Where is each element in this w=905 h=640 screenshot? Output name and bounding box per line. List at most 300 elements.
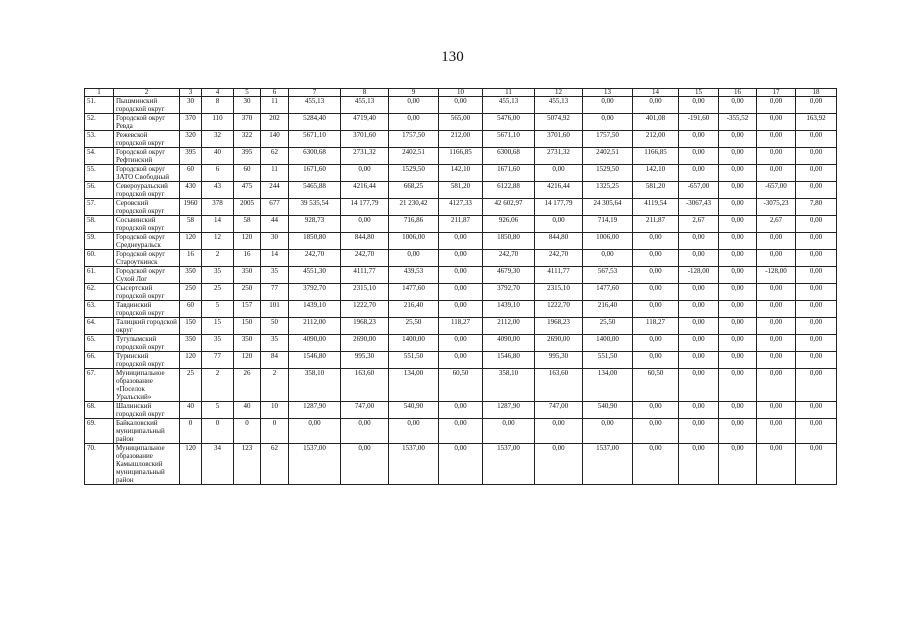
municipality-name-cell: Муниципальное образование Камышловский муниципальный район bbox=[114, 444, 180, 485]
row-number-cell: 66. bbox=[85, 352, 114, 369]
table-row bbox=[85, 199, 837, 216]
value-cell: 25,50 bbox=[389, 318, 439, 335]
value-cell: 1850,80 bbox=[483, 233, 535, 250]
value-cell: 157 bbox=[234, 301, 261, 318]
value-cell: 995,30 bbox=[535, 352, 583, 369]
table-row bbox=[85, 165, 837, 182]
value-cell: 5671,10 bbox=[289, 131, 341, 148]
table-row bbox=[85, 419, 837, 444]
value-cell: 0,00 bbox=[757, 352, 796, 369]
value-cell: 322 bbox=[234, 131, 261, 148]
value-cell: 0,00 bbox=[796, 97, 837, 114]
value-cell: 551,50 bbox=[389, 352, 439, 369]
value-cell: 0,00 bbox=[757, 97, 796, 114]
value-cell: 0,00 bbox=[439, 301, 483, 318]
value-cell: 0,00 bbox=[389, 114, 439, 131]
value-cell: 4090,00 bbox=[483, 335, 535, 352]
value-cell: 2690,00 bbox=[535, 335, 583, 352]
value-cell: 0,00 bbox=[796, 131, 837, 148]
column-number-row bbox=[85, 89, 837, 97]
value-cell: 39 535,54 bbox=[289, 199, 341, 216]
value-cell: 77 bbox=[202, 352, 234, 369]
table-row bbox=[85, 216, 837, 233]
value-cell: 211,87 bbox=[439, 216, 483, 233]
value-cell: 5 bbox=[202, 301, 234, 318]
value-cell: 0,00 bbox=[439, 419, 483, 444]
value-cell: 5465,88 bbox=[289, 182, 341, 199]
value-cell: 0,00 bbox=[633, 233, 679, 250]
value-cell: 0,00 bbox=[483, 419, 535, 444]
value-cell: 677 bbox=[261, 199, 289, 216]
value-cell: 0,00 bbox=[439, 335, 483, 352]
value-cell: 0,00 bbox=[633, 419, 679, 444]
value-cell: 2690,00 bbox=[341, 335, 389, 352]
value-cell: 0,00 bbox=[796, 182, 837, 199]
value-cell: 747,00 bbox=[341, 402, 389, 419]
value-cell: 0,00 bbox=[633, 267, 679, 284]
value-cell: 42 602,97 bbox=[483, 199, 535, 216]
value-cell: 26 bbox=[234, 369, 261, 402]
value-cell: 1222,70 bbox=[341, 301, 389, 318]
table-row bbox=[85, 318, 837, 335]
value-cell: 2315,10 bbox=[535, 284, 583, 301]
table-row bbox=[85, 335, 837, 352]
value-cell: 58 bbox=[180, 216, 202, 233]
value-cell: 0,00 bbox=[796, 267, 837, 284]
value-cell: 14 bbox=[261, 250, 289, 267]
value-cell: 0,00 bbox=[439, 352, 483, 369]
value-cell: 747,00 bbox=[535, 402, 583, 419]
table-row bbox=[85, 284, 837, 301]
column-number-cell: 8 bbox=[341, 89, 389, 97]
value-cell: 1400,00 bbox=[583, 335, 633, 352]
municipality-name-cell: Режевской городской округ bbox=[114, 131, 180, 148]
value-cell: 1287,90 bbox=[483, 402, 535, 419]
value-cell: 216,40 bbox=[389, 301, 439, 318]
value-cell: 5284,40 bbox=[289, 114, 341, 131]
value-cell: 0,00 bbox=[439, 267, 483, 284]
value-cell: 0,00 bbox=[719, 444, 757, 485]
value-cell: 25 bbox=[202, 284, 234, 301]
row-number-cell: 70. bbox=[85, 444, 114, 485]
value-cell: 0,00 bbox=[719, 165, 757, 182]
value-cell: 1166,85 bbox=[439, 148, 483, 165]
value-cell: 844,80 bbox=[535, 233, 583, 250]
municipality-name-cell: Городской округ Ревда bbox=[114, 114, 180, 131]
column-number-cell: 16 bbox=[719, 89, 757, 97]
table-row bbox=[85, 402, 837, 419]
row-number-cell: 54. bbox=[85, 148, 114, 165]
value-cell: 1546,80 bbox=[289, 352, 341, 369]
table-row bbox=[85, 148, 837, 165]
row-number-cell: 51. bbox=[85, 97, 114, 114]
value-cell: 60,50 bbox=[633, 369, 679, 402]
value-cell: 0,00 bbox=[719, 402, 757, 419]
value-cell: 3701,60 bbox=[341, 131, 389, 148]
value-cell: 2112,00 bbox=[483, 318, 535, 335]
value-cell: 0,00 bbox=[679, 233, 719, 250]
value-cell: 0,00 bbox=[439, 233, 483, 250]
value-cell: 0,00 bbox=[719, 419, 757, 444]
value-cell: 844,80 bbox=[341, 233, 389, 250]
value-cell: 6 bbox=[202, 165, 234, 182]
value-cell: 0,00 bbox=[439, 402, 483, 419]
value-cell: 43 bbox=[202, 182, 234, 199]
value-cell: 34 bbox=[202, 444, 234, 485]
value-cell: 0,00 bbox=[796, 233, 837, 250]
value-cell: 118,27 bbox=[633, 318, 679, 335]
value-cell: 0,00 bbox=[633, 352, 679, 369]
value-cell: 439,53 bbox=[389, 267, 439, 284]
value-cell: 8 bbox=[202, 97, 234, 114]
value-cell: 1325,25 bbox=[583, 182, 633, 199]
value-cell: 6300,68 bbox=[483, 148, 535, 165]
municipality-name-cell: Шалинский городской округ bbox=[114, 402, 180, 419]
value-cell: 1439,10 bbox=[289, 301, 341, 318]
value-cell: 2005 bbox=[234, 199, 261, 216]
value-cell: 401,08 bbox=[633, 114, 679, 131]
value-cell: 0,00 bbox=[796, 444, 837, 485]
value-cell: 0,00 bbox=[341, 216, 389, 233]
value-cell: 0,00 bbox=[679, 352, 719, 369]
data-table bbox=[84, 88, 837, 485]
value-cell: 25 bbox=[180, 369, 202, 402]
municipality-name-cell: Байкаловский муниципальный район bbox=[114, 419, 180, 444]
value-cell: 0,00 bbox=[679, 97, 719, 114]
row-number-cell: 52. bbox=[85, 114, 114, 131]
value-cell: 0,00 bbox=[679, 148, 719, 165]
value-cell: 2 bbox=[261, 369, 289, 402]
value-cell: 40 bbox=[180, 402, 202, 419]
value-cell: 926,06 bbox=[483, 216, 535, 233]
value-cell: 1537,00 bbox=[483, 444, 535, 485]
value-cell: 1006,00 bbox=[583, 233, 633, 250]
value-cell: 14 bbox=[202, 216, 234, 233]
value-cell: 5074,92 bbox=[535, 114, 583, 131]
value-cell: 0,00 bbox=[633, 97, 679, 114]
value-cell: -191,60 bbox=[679, 114, 719, 131]
municipality-name-cell: Городской округ Среднеуральск bbox=[114, 233, 180, 250]
value-cell: 0,00 bbox=[757, 419, 796, 444]
value-cell: 16 bbox=[234, 250, 261, 267]
table-row bbox=[85, 267, 837, 284]
value-cell: 120 bbox=[234, 352, 261, 369]
column-number-cell: 7 bbox=[289, 89, 341, 97]
column-number-cell: 5 bbox=[234, 89, 261, 97]
value-cell: 455,13 bbox=[289, 97, 341, 114]
value-cell: 3701,60 bbox=[535, 131, 583, 148]
municipality-name-cell: Туринский городской округ bbox=[114, 352, 180, 369]
value-cell: 2,67 bbox=[757, 216, 796, 233]
row-number-cell: 67. bbox=[85, 369, 114, 402]
municipality-name-cell: Серовский городской округ bbox=[114, 199, 180, 216]
value-cell: 77 bbox=[261, 284, 289, 301]
value-cell: 0,00 bbox=[796, 419, 837, 444]
value-cell: 12 bbox=[202, 233, 234, 250]
value-cell: 2 bbox=[202, 369, 234, 402]
table-row bbox=[85, 369, 837, 402]
value-cell: 370 bbox=[180, 114, 202, 131]
value-cell: 40 bbox=[202, 148, 234, 165]
value-cell: 211,87 bbox=[633, 216, 679, 233]
table-row bbox=[85, 352, 837, 369]
value-cell: 40 bbox=[234, 402, 261, 419]
table-row bbox=[85, 301, 837, 318]
value-cell: 242,70 bbox=[341, 250, 389, 267]
value-cell: 2315,10 bbox=[341, 284, 389, 301]
row-number-cell: 61. bbox=[85, 267, 114, 284]
value-cell: 0,00 bbox=[389, 97, 439, 114]
value-cell: 0,00 bbox=[535, 216, 583, 233]
row-number-cell: 65. bbox=[85, 335, 114, 352]
column-number-cell: 14 bbox=[633, 89, 679, 97]
value-cell: 30 bbox=[261, 233, 289, 250]
value-cell: 2402,51 bbox=[583, 148, 633, 165]
value-cell: 716,86 bbox=[389, 216, 439, 233]
column-number-cell: 3 bbox=[180, 89, 202, 97]
value-cell: 1537,00 bbox=[289, 444, 341, 485]
value-cell: 0,00 bbox=[679, 131, 719, 148]
value-cell: 350 bbox=[234, 267, 261, 284]
value-cell: 15 bbox=[202, 318, 234, 335]
value-cell: 0,00 bbox=[535, 165, 583, 182]
value-cell: 150 bbox=[234, 318, 261, 335]
value-cell: 0,00 bbox=[719, 284, 757, 301]
column-number-cell: 17 bbox=[757, 89, 796, 97]
value-cell: 0,00 bbox=[719, 335, 757, 352]
value-cell: 163,60 bbox=[341, 369, 389, 402]
value-cell: 581,20 bbox=[633, 182, 679, 199]
value-cell: 0,00 bbox=[535, 444, 583, 485]
value-cell: 0,00 bbox=[389, 250, 439, 267]
value-cell: 163,92 bbox=[796, 114, 837, 131]
value-cell: 0,00 bbox=[679, 165, 719, 182]
value-cell: 1757,50 bbox=[389, 131, 439, 148]
value-cell: 120 bbox=[234, 233, 261, 250]
value-cell: 668,25 bbox=[389, 182, 439, 199]
value-cell: 7,80 bbox=[796, 199, 837, 216]
value-cell: 0,00 bbox=[679, 369, 719, 402]
row-number-cell: 62. bbox=[85, 284, 114, 301]
row-number-cell: 58. bbox=[85, 216, 114, 233]
value-cell: 0,00 bbox=[583, 97, 633, 114]
value-cell: 928,73 bbox=[289, 216, 341, 233]
value-cell: 60 bbox=[234, 165, 261, 182]
value-cell: 0,00 bbox=[719, 182, 757, 199]
value-cell: 6122,88 bbox=[483, 182, 535, 199]
value-cell: 1477,60 bbox=[583, 284, 633, 301]
value-cell: 0,00 bbox=[583, 114, 633, 131]
value-cell: 1537,00 bbox=[389, 444, 439, 485]
value-cell: -3067,43 bbox=[679, 199, 719, 216]
value-cell: 1537,00 bbox=[583, 444, 633, 485]
column-number-cell: 12 bbox=[535, 89, 583, 97]
value-cell: 212,00 bbox=[633, 131, 679, 148]
value-cell: 242,70 bbox=[289, 250, 341, 267]
value-cell: 1006,00 bbox=[389, 233, 439, 250]
value-cell: 1222,70 bbox=[535, 301, 583, 318]
value-cell: 565,00 bbox=[439, 114, 483, 131]
value-cell: 142,10 bbox=[439, 165, 483, 182]
value-cell: -657,00 bbox=[757, 182, 796, 199]
value-cell: 358,10 bbox=[483, 369, 535, 402]
table-row bbox=[85, 444, 837, 485]
row-number-cell: 53. bbox=[85, 131, 114, 148]
value-cell: 0,00 bbox=[796, 369, 837, 402]
value-cell: 0,00 bbox=[757, 148, 796, 165]
row-number-cell: 69. bbox=[85, 419, 114, 444]
value-cell: 358,10 bbox=[289, 369, 341, 402]
municipality-name-cell: Тавдинский городской округ bbox=[114, 301, 180, 318]
value-cell: 0,00 bbox=[757, 444, 796, 485]
row-number-cell: 60. bbox=[85, 250, 114, 267]
value-cell: 0,00 bbox=[289, 419, 341, 444]
value-cell: 0,00 bbox=[679, 318, 719, 335]
municipality-name-cell: Тугулымский городской округ bbox=[114, 335, 180, 352]
value-cell: 123 bbox=[234, 444, 261, 485]
value-cell: 5 bbox=[202, 402, 234, 419]
municipality-name-cell: Пышминский городской округ bbox=[114, 97, 180, 114]
value-cell: 6300,68 bbox=[289, 148, 341, 165]
value-cell: 0,00 bbox=[583, 419, 633, 444]
value-cell: 4216,44 bbox=[341, 182, 389, 199]
value-cell: 4111,77 bbox=[535, 267, 583, 284]
value-cell: 0,00 bbox=[719, 131, 757, 148]
value-cell: 62 bbox=[261, 148, 289, 165]
value-cell: 4719,40 bbox=[341, 114, 389, 131]
value-cell: 4679,30 bbox=[483, 267, 535, 284]
column-number-cell: 4 bbox=[202, 89, 234, 97]
value-cell: 0,00 bbox=[719, 199, 757, 216]
value-cell: 35 bbox=[202, 335, 234, 352]
value-cell: 0,00 bbox=[679, 335, 719, 352]
value-cell: 995,30 bbox=[341, 352, 389, 369]
value-cell: 0,00 bbox=[796, 216, 837, 233]
value-cell: 0,00 bbox=[633, 301, 679, 318]
column-number-cell: 6 bbox=[261, 89, 289, 97]
value-cell: 11 bbox=[261, 165, 289, 182]
value-cell: 0,00 bbox=[679, 419, 719, 444]
value-cell: -128,00 bbox=[679, 267, 719, 284]
value-cell: 0,00 bbox=[757, 233, 796, 250]
value-cell: 3792,70 bbox=[483, 284, 535, 301]
value-cell: 350 bbox=[234, 335, 261, 352]
value-cell: 30 bbox=[234, 97, 261, 114]
value-cell: 14 177,79 bbox=[535, 199, 583, 216]
table-row bbox=[85, 131, 837, 148]
page-number: 130 bbox=[441, 49, 464, 65]
column-number-cell: 10 bbox=[439, 89, 483, 97]
value-cell: 1757,50 bbox=[583, 131, 633, 148]
municipality-name-cell: Сосьвинский городской округ bbox=[114, 216, 180, 233]
value-cell: 242,70 bbox=[483, 250, 535, 267]
value-cell: 216,40 bbox=[583, 301, 633, 318]
value-cell: 60,50 bbox=[439, 369, 483, 402]
value-cell: 0,00 bbox=[719, 301, 757, 318]
value-cell: 150 bbox=[180, 318, 202, 335]
value-cell: 163,60 bbox=[535, 369, 583, 402]
value-cell: 0,00 bbox=[341, 444, 389, 485]
column-number-cell: 9 bbox=[389, 89, 439, 97]
value-cell: 0,00 bbox=[439, 284, 483, 301]
value-cell: 0 bbox=[261, 419, 289, 444]
value-cell: 0,00 bbox=[719, 250, 757, 267]
value-cell: 0,00 bbox=[757, 369, 796, 402]
column-number-cell: 1 bbox=[85, 89, 114, 97]
value-cell: 430 bbox=[180, 182, 202, 199]
value-cell: 0,00 bbox=[679, 284, 719, 301]
table-row bbox=[85, 233, 837, 250]
value-cell: 1671,60 bbox=[289, 165, 341, 182]
value-cell: 1968,23 bbox=[535, 318, 583, 335]
value-cell: 140 bbox=[261, 131, 289, 148]
value-cell: 0,00 bbox=[679, 250, 719, 267]
value-cell: 581,20 bbox=[439, 182, 483, 199]
value-cell: 0,00 bbox=[719, 233, 757, 250]
value-cell: 0,00 bbox=[583, 250, 633, 267]
value-cell: 0,00 bbox=[679, 444, 719, 485]
value-cell: -3075,23 bbox=[757, 199, 796, 216]
value-cell: 35 bbox=[261, 335, 289, 352]
value-cell: 0,00 bbox=[633, 335, 679, 352]
value-cell: 16 bbox=[180, 250, 202, 267]
value-cell: 1166,85 bbox=[633, 148, 679, 165]
value-cell: 0,00 bbox=[796, 318, 837, 335]
value-cell: 551,50 bbox=[583, 352, 633, 369]
value-cell: 10 bbox=[261, 402, 289, 419]
municipality-name-cell: Городской округ ЗАТО Свободный bbox=[114, 165, 180, 182]
value-cell: 120 bbox=[180, 233, 202, 250]
value-cell: 0,00 bbox=[757, 335, 796, 352]
value-cell: 714,19 bbox=[583, 216, 633, 233]
value-cell: 118,27 bbox=[439, 318, 483, 335]
value-cell: 212,00 bbox=[439, 131, 483, 148]
value-cell: 0,00 bbox=[796, 301, 837, 318]
row-number-cell: 57. bbox=[85, 199, 114, 216]
value-cell: 250 bbox=[234, 284, 261, 301]
value-cell: 0,00 bbox=[389, 419, 439, 444]
value-cell: 540,90 bbox=[583, 402, 633, 419]
value-cell: 0,00 bbox=[719, 148, 757, 165]
row-number-cell: 59. bbox=[85, 233, 114, 250]
value-cell: 0 bbox=[202, 419, 234, 444]
value-cell: 0,00 bbox=[757, 402, 796, 419]
value-cell: 0,00 bbox=[341, 165, 389, 182]
row-number-cell: 64. bbox=[85, 318, 114, 335]
value-cell: 101 bbox=[261, 301, 289, 318]
value-cell: 2731,32 bbox=[341, 148, 389, 165]
value-cell: 4090,00 bbox=[289, 335, 341, 352]
column-number-cell: 13 bbox=[583, 89, 633, 97]
column-number-cell: 11 bbox=[483, 89, 535, 97]
value-cell: 0,00 bbox=[796, 352, 837, 369]
value-cell: 24 305,64 bbox=[583, 199, 633, 216]
value-cell: 370 bbox=[234, 114, 261, 131]
municipality-name-cell: Городской округ Староуткинск bbox=[114, 250, 180, 267]
column-number-cell: 15 bbox=[679, 89, 719, 97]
value-cell: 134,00 bbox=[389, 369, 439, 402]
value-cell: 62 bbox=[261, 444, 289, 485]
table-row bbox=[85, 97, 837, 114]
value-cell: 1960 bbox=[180, 199, 202, 216]
value-cell: 0,00 bbox=[796, 165, 837, 182]
value-cell: 0,00 bbox=[757, 165, 796, 182]
value-cell: 0,00 bbox=[633, 402, 679, 419]
value-cell: 0,00 bbox=[719, 318, 757, 335]
value-cell: 475 bbox=[234, 182, 261, 199]
value-cell: 1968,23 bbox=[341, 318, 389, 335]
value-cell: 0,00 bbox=[439, 97, 483, 114]
